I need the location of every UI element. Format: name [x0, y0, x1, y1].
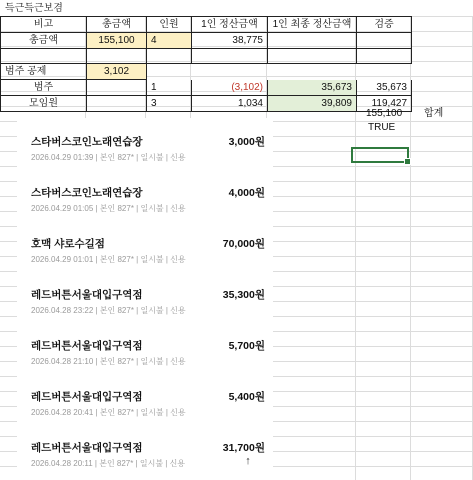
- empty-cell[interactable]: [357, 64, 412, 80]
- sum-value-cell[interactable]: 155,100: [366, 108, 403, 119]
- head-count-cell[interactable]: 4: [147, 33, 192, 49]
- deduction-amount-cell[interactable]: 3,102: [87, 64, 147, 80]
- empty-cell[interactable]: [147, 64, 192, 80]
- total-label-cell[interactable]: 총금액: [1, 33, 87, 49]
- merchant-name: 호맥 샤로수길점: [31, 238, 105, 250]
- empty-cell[interactable]: [147, 49, 192, 64]
- transaction-amount: 31,700원: [222, 442, 265, 454]
- transaction-meta: 2026.04.28 20:41 | 본인 827* | 일시불 | 신용: [31, 408, 186, 417]
- spacer-row: [1, 49, 412, 64]
- transaction-amount: 5,400원: [228, 391, 265, 403]
- total-row: [1, 33, 412, 49]
- deduction-row: [1, 64, 412, 80]
- transaction-meta: 2026.04.29 01:05 | 본인 827* | 일시불 | 신용: [31, 204, 186, 213]
- transaction-meta: 2026.04.29 01:01 | 본인 827* | 일시불 | 신용: [31, 255, 186, 264]
- empty-cell[interactable]: [357, 49, 412, 64]
- empty-cell[interactable]: [192, 64, 268, 80]
- member-label-cell[interactable]: 모임원: [1, 96, 87, 112]
- transaction-meta: 2026.04.28 20:11 | 본인 827* | 일시불 | 신용: [31, 459, 186, 468]
- deduction-label-cell[interactable]: 범주 공제: [1, 64, 87, 80]
- member-final-cell[interactable]: 39,809: [268, 96, 357, 112]
- settlement-table: [0, 16, 412, 112]
- merchant-name: 스타버스코인노래연습장: [31, 136, 143, 148]
- total-amount-cell[interactable]: 155,100: [87, 33, 147, 49]
- member-row: [1, 96, 412, 112]
- header-cell[interactable]: 1인 정산금액: [192, 17, 268, 33]
- empty-cell[interactable]: [192, 49, 268, 64]
- category-row: [1, 80, 412, 96]
- member-count-cell[interactable]: 3: [147, 96, 192, 112]
- transaction-list-panel[interactable]: [17, 118, 273, 480]
- per-person-cell[interactable]: 38,775: [192, 33, 268, 49]
- merchant-name: 레드버튼서울대입구역점: [31, 442, 143, 454]
- transaction-amount: 5,700원: [228, 340, 265, 352]
- merchant-name: 레드버튼서울대입구역점: [31, 340, 143, 352]
- sheet-title: 득근득근보겸: [5, 3, 63, 14]
- header-cell[interactable]: 총금액: [87, 17, 147, 33]
- category-per-person-cell[interactable]: (3,102): [192, 80, 268, 96]
- transaction-amount: 3,000원: [228, 136, 265, 148]
- empty-cell[interactable]: [87, 49, 147, 64]
- header-cell[interactable]: 인원: [147, 17, 192, 33]
- transaction-amount: 35,300원: [222, 289, 265, 301]
- transaction-meta: 2026.04.29 01:39 | 본인 827* | 일시불 | 신용: [31, 153, 186, 162]
- transaction-amount: 4,000원: [228, 187, 265, 199]
- member-per-person-cell[interactable]: 1,034: [192, 96, 268, 112]
- header-cell[interactable]: 1인 최종 정산금액: [268, 17, 357, 33]
- category-count-cell[interactable]: 1: [147, 80, 192, 96]
- transaction-amount: 70,000원: [222, 238, 265, 250]
- check-result-cell[interactable]: TRUE: [368, 122, 396, 133]
- header-cell[interactable]: 비고: [1, 17, 87, 33]
- empty-cell[interactable]: [1, 49, 87, 64]
- merchant-name: 스타버스코인노래연습장: [31, 187, 143, 199]
- category-check-cell[interactable]: 35,673: [357, 80, 412, 96]
- merchant-name: 레드버튼서울대입구역점: [31, 289, 143, 301]
- transaction-meta: 2026.04.28 21:10 | 본인 827* | 일시불 | 신용: [31, 357, 186, 366]
- category-label-cell[interactable]: 범주: [1, 80, 87, 96]
- empty-cell[interactable]: [268, 64, 357, 80]
- empty-cell[interactable]: [357, 33, 412, 49]
- header-cell[interactable]: 검증: [357, 17, 412, 33]
- selected-cell[interactable]: [351, 147, 409, 163]
- empty-cell[interactable]: [87, 96, 147, 112]
- member-check-cell[interactable]: 119,427: [357, 96, 412, 112]
- empty-cell[interactable]: [268, 33, 357, 49]
- empty-cell[interactable]: [268, 49, 357, 64]
- empty-cell[interactable]: [87, 80, 147, 96]
- merchant-name: 레드버튼서울대입구역점: [31, 391, 143, 403]
- arrow-up-icon[interactable]: ↑: [245, 455, 251, 467]
- header-row: [1, 17, 412, 33]
- transaction-meta: 2026.04.28 23:22 | 본인 827* | 일시불 | 신용: [31, 306, 186, 315]
- sum-label-cell[interactable]: 합계: [424, 108, 444, 119]
- category-final-cell[interactable]: 35,673: [268, 80, 357, 96]
- transaction-item[interactable]: [17, 424, 273, 480]
